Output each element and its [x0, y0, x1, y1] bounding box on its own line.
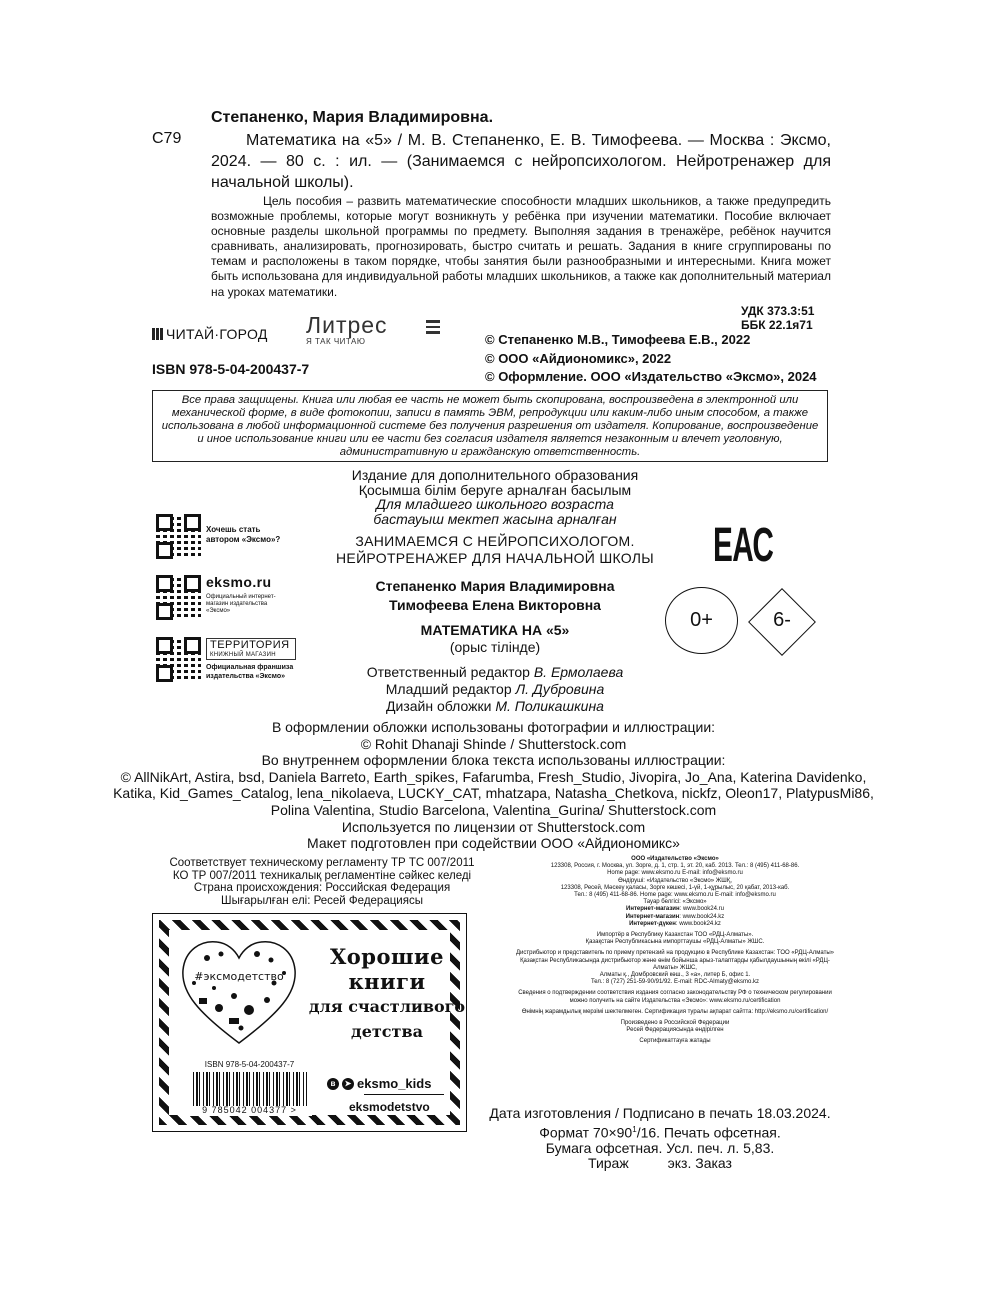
copyright-list: [485, 331, 817, 387]
social-handle[interactable]: eksmo_kids: [357, 1076, 432, 1091]
series-line: НЕЙРОТРЕНАЖЕР ДЛЯ НАЧАЛЬНОЙ ШКОЛЫ: [336, 550, 654, 566]
eksmo-shop-caption: [206, 574, 278, 615]
editor-line: [300, 698, 690, 715]
publisher-line: 123308, Россия, г. Москва, ул. Зорге, д. 1, стр. 1, эт. 20, каб. 2013. Тел.: 8 (495) 411-68-86.: [550, 863, 800, 870]
print-order: экз. Заказ: [667, 1155, 732, 1172]
litres-slogan: Я ТАК ЧИТАЮ: [306, 337, 366, 346]
series-title: [300, 533, 690, 567]
publisher-name: ООО «Издательство «Эксмо»: [631, 856, 719, 862]
tech-regulation: [152, 857, 492, 907]
litres-menu-icon: [426, 320, 440, 337]
publisher-line: Импортёр в Республику Казахстан ТОО «РДЦ-Алматы».: [596, 932, 754, 939]
social-links: [327, 1076, 431, 1091]
heart-icon: [179, 938, 299, 1048]
tech-line: Соответствует техническому регламенту ТР ТС 007/2011: [169, 857, 475, 869]
barcode-number: 9 785042 004377 >: [202, 1105, 297, 1115]
print-run: Тираж: [588, 1155, 629, 1172]
barcode-isbn: ISBN 978-5-04-200437-7: [204, 1060, 295, 1069]
title-main: МАТЕМАТИКА НА «5»: [420, 622, 570, 638]
print-line: [480, 1122, 840, 1141]
tech-line: Страна происхождения: Российская Федерация: [193, 882, 451, 894]
publisher-line: Тел.: 8 (727) 251-59-90/91/92. E-mail: RDC-Almaty@eksmo.kz: [590, 979, 760, 986]
publisher-line: Сертификаттауға жатады: [639, 1038, 711, 1045]
chitai-gorod-icon: [152, 328, 163, 340]
publisher-line: Өндіруші: «Издательство «Эксмо» ЖШҚ,: [618, 877, 732, 884]
edition-line: Для младшего школьного возраста: [376, 496, 614, 512]
udk-code: УДК 373.3:51: [741, 304, 815, 318]
editor-name: Л. Дубровина: [515, 681, 605, 697]
credit-line: © AllNikArt, Astira, bsd, Daniela Barreto, Earth_spikes, Fafarumba, Fresh_Studio, Jivopira, Jo_Ana, Katerina Davidenko, Katika, Kid_Games_Catalog, lena_nikolaeva, LUCKY_CAT, mhatzapa, Natasha_Chetkova, nickfz, Oleon17, PlatypusMi86, Polina Valentina, Studio Barcelona, Valentina_Gurina/ Shutterstock.com: [113, 768, 874, 818]
publisher-line: Қазақстан Республикасына импорттаушы «РДЦ-Алматы» ЖШС.: [585, 939, 765, 946]
litres-logo: [306, 312, 388, 346]
series-line: ЗАНИМАЕМСЯ С НЕЙРОПСИХОЛОГОМ.: [355, 533, 635, 549]
print-info: [480, 1106, 840, 1172]
qr-code-territory[interactable]: [156, 637, 201, 682]
credit-line: Макет подготовлен при содействии ООО «Айдиономикс»: [307, 835, 680, 852]
promo-title: [307, 944, 467, 1044]
eksmo-site-sub: Официальный интернет-магазин издательства «Эксмо»: [206, 594, 276, 614]
promo-title-line: детства: [351, 1022, 423, 1041]
shop-line: [510, 914, 840, 921]
age-rating: 0+: [665, 587, 738, 654]
print-line: [480, 1156, 840, 1172]
territory-sub: КНИЖНЫЙ МАГАЗИН: [210, 652, 276, 658]
chitai-gorod-logo: [152, 326, 268, 342]
author-name: Степаненко Мария Владимировна: [375, 578, 615, 594]
credit-line: Используется по лицензии от Shutterstock.com: [341, 818, 646, 835]
territory-caption: [206, 638, 296, 681]
qr-code-author[interactable]: [156, 514, 201, 559]
editor-name: М. Поликашкина: [495, 698, 604, 714]
territory-franchise: Официальная франшиза издательства «Эксмо»: [206, 664, 294, 680]
shop-label: Интернет-магазин: [626, 906, 680, 913]
authors: [300, 577, 690, 615]
eac-mark-icon: ЕАС: [713, 519, 774, 572]
credit-line: © Rohit Dhanaji Shinde / Shutterstock.com: [360, 735, 627, 752]
shop-url[interactable]: : www.book24.kz: [675, 920, 721, 927]
editor-line: [300, 681, 690, 698]
shop-line: [510, 921, 840, 928]
author-name: Тимофеева Елена Викторовна: [389, 597, 601, 613]
promo-inner: [169, 930, 466, 1115]
editor-name: В. Ермолаева: [533, 664, 624, 680]
annotation: Цель пособия – развить математические способности младших школьников, а также предупредить возможные проблемы, которые могут возникнуть у ребёнка при изучении математики. Пособие включает основные разделы школьной программы по предмету. Выполняя задания в тренажёре, ребёнок научится сравнивать, анализировать, прогнозировать, быстро считать и решать. Задания в книге сгруппированы по темам и расположены в таком порядке, чтобы занятия были разнообразными и интересными. Книга может быть использована для индивидуальной работы младших школьников, а также как дополнительный материал на уроках математики.: [211, 194, 831, 299]
shop-url[interactable]: : www.book24.kz: [679, 913, 725, 920]
book-title: [300, 622, 690, 656]
publisher-line: Алматы қ., Домбровский көш., 3 «а», литер Б, офис 1.: [599, 972, 751, 979]
shop-url[interactable]: : www.book24.ru: [679, 906, 724, 913]
edition-line: Издание для дополнительного образования: [351, 467, 639, 483]
print-line: Дата изготовления / Подписано в печать 18.03.2024.: [489, 1105, 831, 1121]
edition-line: бастауыш мектеп жасына арналған: [373, 510, 617, 527]
promo-hashtag: #эксмодетство: [194, 970, 284, 983]
classification: [741, 304, 814, 332]
publisher-line: 123308, Ресей, Мәскеу қаласы, Зорге көшесі, 1-үй, 1-құрылыс, 20 қабат, 2013-каб.: [560, 884, 790, 891]
publisher-line: Home page: www.eksmo.ru E-mail: info@eksmo.ru: [607, 870, 743, 877]
publisher-line: Өнімнің жарамдылық мерзімі шектелмеген. Сертификация туралы ақпарат сайтта: http://eksmo.ru/certification/: [521, 1008, 829, 1015]
shop-label: Интернет-магазин: [625, 913, 680, 920]
illustration-credits: [100, 719, 887, 852]
publisher-line: Ресей Федерациясында өндірілген: [626, 1027, 724, 1034]
copyright-line: © Оформление. ООО «Издательство «Эксмо», 2024: [485, 369, 817, 384]
editor-role: Дизайн обложки: [386, 698, 492, 714]
print-format-rest: /16. Печать офсетная.: [636, 1124, 781, 1141]
publisher-line: Произведено в Российской Федерации: [620, 1020, 730, 1027]
promo-title-line: книги: [348, 969, 426, 994]
eksmo-site[interactable]: eksmo.ru: [206, 574, 272, 590]
tech-line: Шығарылған елі: Ресей Федерациясы: [221, 894, 423, 907]
print-line: Бумага офсетная. Усл. печ. л. 5,83.: [545, 1139, 775, 1156]
vk-icon[interactable]: в: [327, 1078, 339, 1090]
editor-role: Младший редактор: [385, 681, 512, 697]
qr-code-eksmo[interactable]: [156, 575, 201, 620]
author-mark: С79: [152, 130, 182, 147]
barcode-icon: [193, 1072, 307, 1106]
copyright-line: © Степаненко М.В., Тимофеева Е.В., 2022: [485, 332, 751, 347]
territory-logo: [206, 638, 296, 660]
credit-line: Во внутреннем оформлении блока текста использованы иллюстрации:: [261, 752, 726, 769]
publisher-line: Тел.: 8 (495) 411-68-86. Home page: www.eksmo.ru E-mail: info@eksmo.ru: [574, 892, 776, 899]
bibliography-author: Степаненко, Мария Владимировна.: [211, 109, 494, 126]
shop-label: Интернет-дүкен: [629, 920, 676, 927]
credit-line: В оформлении обложки использованы фотографии и иллюстрации:: [271, 719, 716, 735]
promo-title-line: Хорошие: [330, 944, 444, 969]
publisher-line: Қазақстан Республикасында дистрибьютор және өнім бойынша арыз-талаптарды қабылдаушының өкілі «РДЦ-Алматы» ЖШС,: [520, 957, 830, 971]
shop-line: [510, 906, 840, 913]
school-age: 6-: [773, 609, 791, 631]
publisher-info: [510, 856, 840, 1046]
publisher-line: Дистрибьютор и представитель по приему претензий на продукцию в Республике Казахстан: ТОО «РДЦ-Алматы»: [515, 950, 834, 957]
litres-text: Литрес: [306, 312, 388, 338]
editor-line: [300, 664, 690, 681]
telegram-icon[interactable]: ➤: [342, 1078, 354, 1090]
edition-line: Қосымша білім беруге арналған басылым: [358, 481, 632, 498]
publisher-line: Тауар белгісі: «Эксмо»: [643, 899, 707, 906]
bibliography-text: Математика на «5» / М. В. Степаненко, Е. В. Тимофеева. — Москва : Эксмо, 2024. — 80 с. : ил. — (Занимаемся с нейропсихологом. Нейротренажер для начальной школы).: [211, 132, 831, 191]
copyright-line: © ООО «Айдиономикс», 2022: [485, 350, 672, 366]
territory-name: ТЕРРИТОРИЯ: [210, 639, 290, 651]
editor-role: Ответственный редактор: [366, 664, 530, 680]
publisher-line: Сведения о подтверждении соответствия издания согласно законодательству РФ о техническом регулировании можно получить на сайте Издательства «Эксмо»: www.eksmo.ru/certification: [518, 990, 832, 1004]
bbk-code: ББК 22.1я71: [741, 318, 813, 332]
promo-box: [152, 913, 467, 1132]
divider: [364, 1094, 444, 1095]
promo-title-line: для счастливого: [308, 997, 466, 1016]
qr-author-caption: Хочешь стать автором «Эксмо»?: [206, 525, 281, 544]
rights-notice: Все права защищены. Книга или любая ее часть не может быть скопирована, воспроизведена в электронной или механической форме, в виде фотокопии, записи в память ЭВМ, репродукции или каким-либо иным способом, а также использована в любой информационной системе без получения разрешения от издателя. Копирование, воспроизведение и иное использование книги или ее части без согласия издателя является незаконным и влечет уголовную, административную и гражданскую ответственность.: [152, 390, 828, 462]
editors: [300, 664, 690, 715]
title-language: (орыс тілінде): [449, 639, 541, 655]
chitai-gorod-text: ЧИТАЙ·ГОРОД: [166, 326, 268, 342]
tech-line: КО ТР 007/2011 техникалық регламентіне сәйкес келеді: [172, 869, 472, 882]
print-format-sup: 1: [632, 1124, 637, 1134]
barcode: [187, 1060, 312, 1116]
isbn: ISBN 978-5-04-200437-7: [152, 361, 310, 377]
print-format: Формат 70×90: [539, 1124, 633, 1141]
edition-info: [300, 468, 690, 526]
promo-site[interactable]: eksmodetstvo: [349, 1100, 430, 1114]
